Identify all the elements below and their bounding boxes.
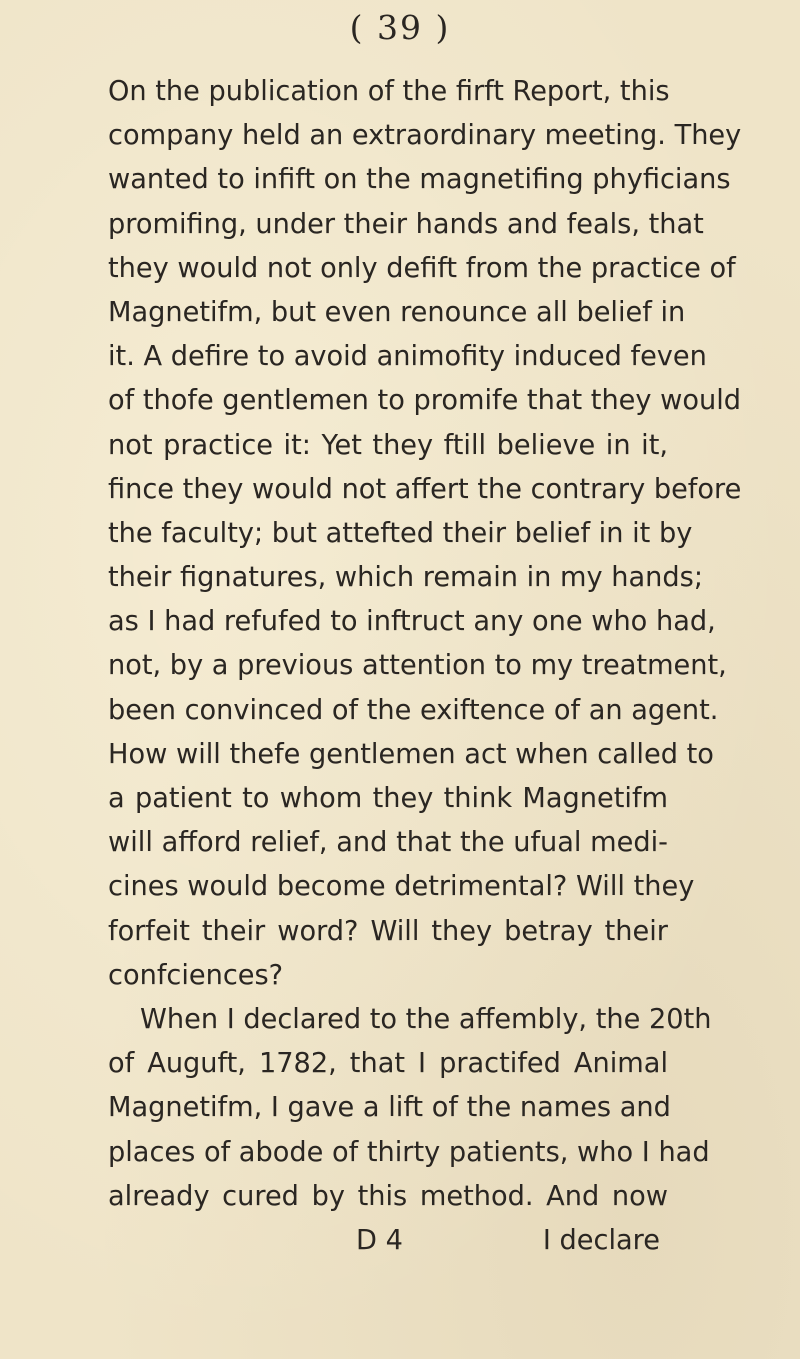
catchword: I declare xyxy=(542,1224,660,1256)
text-line: On the publication of the firft Report, this xyxy=(108,76,670,107)
text-line: as I had refufed to inftruct any one who had, xyxy=(108,606,716,638)
text-line: it. A defire to avoid animofity induced feven xyxy=(108,341,707,373)
text-line: forfeit their word? Will they betray their xyxy=(108,915,668,947)
text-line: of thofe gentlemen to promife that they would xyxy=(108,385,742,417)
text-line: of Auguft, 1782, that I practifed Animal xyxy=(108,1048,668,1080)
text-line: Magnetifm, I gave a lift of the names and xyxy=(108,1092,671,1124)
paragraph-1 xyxy=(108,70,742,998)
text-line: fince they would not affert the contrary before xyxy=(108,473,742,505)
text-line: a patient to whom they think Magnetifm xyxy=(108,783,668,814)
paragraph-2 xyxy=(108,998,712,1219)
text-line: How will thefe gentlemen act when called to xyxy=(108,738,714,770)
body-text xyxy=(108,70,742,1263)
text-line: When I declared to the affembly, the 20th xyxy=(140,1003,712,1035)
text-line: will afford relief, and that the ufual medi- xyxy=(108,827,668,859)
text-line: the faculty; but attefted their belief in it by xyxy=(108,517,693,549)
page-number: ( 39 ) xyxy=(349,8,451,47)
text-line: been convinced of the exiftence of an agent. xyxy=(108,694,719,726)
text-line: confciences? xyxy=(108,959,284,991)
signature-mark: D 4 xyxy=(356,1224,403,1256)
text-line: wanted to infift on the magnetifing phyficians xyxy=(108,164,731,196)
text-line: their fignatures, which remain in my hands; xyxy=(108,562,703,594)
text-line: cines would become detrimental? Will they xyxy=(108,871,695,903)
page-footer xyxy=(108,1219,668,1263)
text-line: company held an extraordinary meeting. They xyxy=(108,120,742,152)
text-line: not, by a previous attention to my treatment, xyxy=(108,650,727,682)
text-line: already cured by this method. And now xyxy=(108,1180,668,1212)
text-line: promifing, under their hands and feals, that xyxy=(108,208,704,240)
text-line: Magnetifm, but even renounce all belief in xyxy=(108,296,686,328)
text-line: they would not only defift from the practice of xyxy=(108,252,736,284)
text-line: places of abode of thirty patients, who I had xyxy=(108,1136,710,1168)
text-line: not practice it: Yet they ftill believe in it, xyxy=(108,429,668,461)
